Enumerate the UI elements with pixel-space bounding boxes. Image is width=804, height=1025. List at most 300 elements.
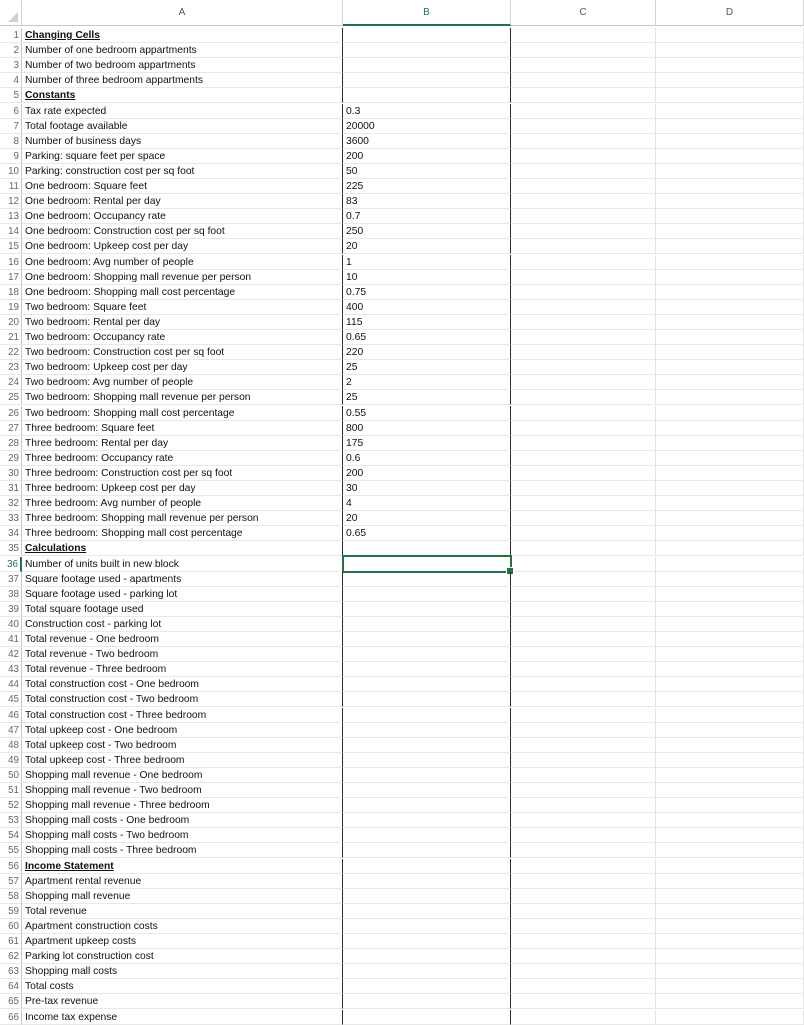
label-cell[interactable]: Parking: construction cost per sq foot — [22, 164, 343, 179]
label-cell[interactable]: Total upkeep cost - Three bedroom — [22, 753, 343, 768]
value-cell[interactable] — [343, 88, 511, 103]
empty-cell[interactable] — [656, 421, 804, 436]
row-number[interactable]: 45 — [0, 692, 22, 707]
empty-cell[interactable] — [511, 88, 656, 103]
empty-cell[interactable] — [511, 1010, 656, 1025]
row-number[interactable]: 64 — [0, 979, 22, 994]
empty-cell[interactable] — [656, 270, 804, 285]
empty-cell[interactable] — [656, 843, 804, 858]
empty-cell[interactable] — [656, 406, 804, 421]
row-number[interactable]: 66 — [0, 1010, 22, 1025]
empty-cell[interactable] — [656, 798, 804, 813]
column-header-b[interactable]: B — [343, 0, 511, 26]
value-cell[interactable] — [343, 859, 511, 874]
row-number[interactable]: 42 — [0, 647, 22, 662]
empty-cell[interactable] — [656, 390, 804, 405]
label-cell[interactable]: One bedroom: Construction cost per sq foot — [22, 224, 343, 239]
label-cell[interactable]: Number of units built in new block — [22, 557, 343, 572]
empty-cell[interactable] — [511, 949, 656, 964]
value-cell[interactable] — [343, 934, 511, 949]
empty-cell[interactable] — [511, 602, 656, 617]
value-cell[interactable] — [343, 708, 511, 723]
label-cell[interactable]: Total revenue - Two bedroom — [22, 647, 343, 662]
value-cell[interactable]: 50 — [343, 164, 511, 179]
row-number[interactable]: 35 — [0, 541, 22, 556]
value-cell[interactable]: 0.55 — [343, 406, 511, 421]
column-header-d[interactable]: D — [656, 0, 804, 26]
empty-cell[interactable] — [511, 919, 656, 934]
empty-cell[interactable] — [656, 783, 804, 798]
empty-cell[interactable] — [656, 285, 804, 300]
empty-cell[interactable] — [511, 285, 656, 300]
empty-cell[interactable] — [511, 979, 656, 994]
value-cell[interactable]: 0.6 — [343, 451, 511, 466]
value-cell[interactable]: 20000 — [343, 119, 511, 134]
row-number[interactable]: 37 — [0, 572, 22, 587]
empty-cell[interactable] — [656, 934, 804, 949]
label-cell[interactable]: Total footage available — [22, 119, 343, 134]
label-cell[interactable]: Shopping mall costs - One bedroom — [22, 813, 343, 828]
value-cell[interactable] — [343, 798, 511, 813]
empty-cell[interactable] — [511, 375, 656, 390]
empty-cell[interactable] — [511, 994, 656, 1009]
row-number[interactable]: 59 — [0, 904, 22, 919]
label-cell[interactable]: One bedroom: Shopping mall cost percentage — [22, 285, 343, 300]
value-cell[interactable] — [343, 677, 511, 692]
row-number[interactable]: 3 — [0, 58, 22, 73]
row-number[interactable]: 29 — [0, 451, 22, 466]
value-cell[interactable] — [343, 738, 511, 753]
value-cell[interactable]: 115 — [343, 315, 511, 330]
empty-cell[interactable] — [656, 904, 804, 919]
empty-cell[interactable] — [511, 557, 656, 572]
empty-cell[interactable] — [511, 300, 656, 315]
label-cell[interactable]: Shopping mall revenue - Two bedroom — [22, 783, 343, 798]
row-number[interactable]: 26 — [0, 406, 22, 421]
row-number[interactable]: 12 — [0, 194, 22, 209]
value-cell[interactable]: 175 — [343, 436, 511, 451]
label-cell[interactable]: Shopping mall revenue - Three bedroom — [22, 798, 343, 813]
value-cell[interactable] — [343, 904, 511, 919]
empty-cell[interactable] — [656, 617, 804, 632]
section-header-cell[interactable]: Constants — [22, 88, 343, 103]
empty-cell[interactable] — [511, 345, 656, 360]
empty-cell[interactable] — [656, 662, 804, 677]
section-header-cell[interactable]: Calculations — [22, 541, 343, 556]
value-cell[interactable] — [343, 964, 511, 979]
value-cell[interactable] — [343, 753, 511, 768]
empty-cell[interactable] — [656, 768, 804, 783]
row-number[interactable]: 56 — [0, 859, 22, 874]
value-cell[interactable] — [343, 768, 511, 783]
empty-cell[interactable] — [511, 526, 656, 541]
value-cell[interactable]: 10 — [343, 270, 511, 285]
empty-cell[interactable] — [656, 979, 804, 994]
empty-cell[interactable] — [656, 360, 804, 375]
row-number[interactable]: 11 — [0, 179, 22, 194]
row-number[interactable]: 18 — [0, 285, 22, 300]
row-number[interactable]: 31 — [0, 481, 22, 496]
empty-cell[interactable] — [511, 874, 656, 889]
row-number[interactable]: 27 — [0, 421, 22, 436]
row-number[interactable]: 65 — [0, 994, 22, 1009]
row-number[interactable]: 8 — [0, 134, 22, 149]
empty-cell[interactable] — [656, 436, 804, 451]
empty-cell[interactable] — [511, 421, 656, 436]
empty-cell[interactable] — [656, 88, 804, 103]
label-cell[interactable]: Total construction cost - Two bedroom — [22, 692, 343, 707]
row-number[interactable]: 23 — [0, 360, 22, 375]
section-header-cell[interactable]: Income Statement — [22, 859, 343, 874]
empty-cell[interactable] — [511, 119, 656, 134]
label-cell[interactable]: Square footage used - apartments — [22, 572, 343, 587]
label-cell[interactable]: Three bedroom: Construction cost per sq foot — [22, 466, 343, 481]
empty-cell[interactable] — [656, 572, 804, 587]
value-cell[interactable] — [343, 662, 511, 677]
row-number[interactable]: 21 — [0, 330, 22, 345]
column-header-a[interactable]: A — [22, 0, 343, 26]
label-cell[interactable]: Square footage used - parking lot — [22, 587, 343, 602]
empty-cell[interactable] — [511, 889, 656, 904]
empty-cell[interactable] — [511, 753, 656, 768]
value-cell[interactable] — [343, 979, 511, 994]
value-cell[interactable]: 3600 — [343, 134, 511, 149]
row-number[interactable]: 28 — [0, 436, 22, 451]
empty-cell[interactable] — [511, 708, 656, 723]
value-cell[interactable]: 250 — [343, 224, 511, 239]
label-cell[interactable]: One bedroom: Upkeep cost per day — [22, 239, 343, 254]
label-cell[interactable]: Three bedroom: Occupancy rate — [22, 451, 343, 466]
label-cell[interactable]: Two bedroom: Occupancy rate — [22, 330, 343, 345]
row-number[interactable]: 7 — [0, 119, 22, 134]
empty-cell[interactable] — [656, 723, 804, 738]
empty-cell[interactable] — [656, 526, 804, 541]
label-cell[interactable]: One bedroom: Square feet — [22, 179, 343, 194]
column-header-c[interactable]: C — [511, 0, 656, 26]
empty-cell[interactable] — [656, 300, 804, 315]
selected-cell-outline[interactable] — [342, 555, 512, 573]
empty-cell[interactable] — [511, 632, 656, 647]
empty-cell[interactable] — [511, 738, 656, 753]
label-cell[interactable]: Construction cost - parking lot — [22, 617, 343, 632]
label-cell[interactable]: Parking: square feet per space — [22, 149, 343, 164]
empty-cell[interactable] — [656, 134, 804, 149]
label-cell[interactable]: Total construction cost - Three bedroom — [22, 708, 343, 723]
label-cell[interactable]: One bedroom: Occupancy rate — [22, 209, 343, 224]
value-cell[interactable]: 0.65 — [343, 330, 511, 345]
value-cell[interactable]: 225 — [343, 179, 511, 194]
empty-cell[interactable] — [656, 466, 804, 481]
empty-cell[interactable] — [511, 390, 656, 405]
empty-cell[interactable] — [656, 73, 804, 88]
row-number[interactable]: 36 — [0, 557, 22, 572]
value-cell[interactable] — [343, 1010, 511, 1025]
value-cell[interactable] — [343, 28, 511, 43]
empty-cell[interactable] — [656, 708, 804, 723]
row-number[interactable]: 38 — [0, 587, 22, 602]
label-cell[interactable]: Three bedroom: Upkeep cost per day — [22, 481, 343, 496]
label-cell[interactable]: Total revenue — [22, 904, 343, 919]
row-number[interactable]: 5 — [0, 88, 22, 103]
row-number[interactable]: 32 — [0, 496, 22, 511]
value-cell[interactable]: 200 — [343, 149, 511, 164]
row-number[interactable]: 6 — [0, 104, 22, 119]
empty-cell[interactable] — [511, 164, 656, 179]
empty-cell[interactable] — [511, 587, 656, 602]
empty-cell[interactable] — [511, 43, 656, 58]
row-number[interactable]: 54 — [0, 828, 22, 843]
label-cell[interactable]: Total square footage used — [22, 602, 343, 617]
empty-cell[interactable] — [511, 179, 656, 194]
empty-cell[interactable] — [656, 828, 804, 843]
value-cell[interactable] — [343, 994, 511, 1009]
label-cell[interactable]: Two bedroom: Upkeep cost per day — [22, 360, 343, 375]
empty-cell[interactable] — [656, 1010, 804, 1025]
label-cell[interactable]: Two bedroom: Rental per day — [22, 315, 343, 330]
value-cell[interactable]: 25 — [343, 390, 511, 405]
empty-cell[interactable] — [656, 541, 804, 556]
empty-cell[interactable] — [656, 632, 804, 647]
empty-cell[interactable] — [656, 345, 804, 360]
value-cell[interactable] — [343, 58, 511, 73]
empty-cell[interactable] — [656, 859, 804, 874]
label-cell[interactable]: Shopping mall revenue — [22, 889, 343, 904]
row-number[interactable]: 47 — [0, 723, 22, 738]
value-cell[interactable] — [343, 723, 511, 738]
empty-cell[interactable] — [511, 828, 656, 843]
row-number[interactable]: 22 — [0, 345, 22, 360]
value-cell[interactable]: 0.7 — [343, 209, 511, 224]
empty-cell[interactable] — [656, 330, 804, 345]
value-cell[interactable]: 83 — [343, 194, 511, 209]
empty-cell[interactable] — [511, 843, 656, 858]
empty-cell[interactable] — [511, 617, 656, 632]
empty-cell[interactable] — [511, 255, 656, 270]
row-number[interactable]: 60 — [0, 919, 22, 934]
label-cell[interactable]: Number of one bedroom appartments — [22, 43, 343, 58]
label-cell[interactable]: Income tax expense — [22, 1010, 343, 1025]
empty-cell[interactable] — [656, 919, 804, 934]
empty-cell[interactable] — [511, 481, 656, 496]
label-cell[interactable]: Three bedroom: Shopping mall cost percentage — [22, 526, 343, 541]
row-number[interactable]: 15 — [0, 239, 22, 254]
row-number[interactable]: 57 — [0, 874, 22, 889]
value-cell[interactable] — [343, 73, 511, 88]
value-cell[interactable]: 800 — [343, 421, 511, 436]
empty-cell[interactable] — [656, 43, 804, 58]
label-cell[interactable]: Total revenue - Three bedroom — [22, 662, 343, 677]
empty-cell[interactable] — [511, 73, 656, 88]
row-number[interactable]: 4 — [0, 73, 22, 88]
empty-cell[interactable] — [511, 511, 656, 526]
empty-cell[interactable] — [511, 149, 656, 164]
label-cell[interactable]: Two bedroom: Square feet — [22, 300, 343, 315]
row-number[interactable]: 40 — [0, 617, 22, 632]
label-cell[interactable]: One bedroom: Rental per day — [22, 194, 343, 209]
label-cell[interactable]: Tax rate expected — [22, 104, 343, 119]
value-cell[interactable] — [343, 889, 511, 904]
empty-cell[interactable] — [656, 602, 804, 617]
row-number[interactable]: 55 — [0, 843, 22, 858]
empty-cell[interactable] — [656, 239, 804, 254]
row-number[interactable]: 17 — [0, 270, 22, 285]
empty-cell[interactable] — [656, 179, 804, 194]
empty-cell[interactable] — [656, 874, 804, 889]
empty-cell[interactable] — [511, 104, 656, 119]
value-cell[interactable] — [343, 843, 511, 858]
empty-cell[interactable] — [511, 723, 656, 738]
empty-cell[interactable] — [511, 28, 656, 43]
value-cell[interactable] — [343, 813, 511, 828]
value-cell[interactable]: 30 — [343, 481, 511, 496]
empty-cell[interactable] — [511, 451, 656, 466]
row-number[interactable]: 33 — [0, 511, 22, 526]
empty-cell[interactable] — [511, 662, 656, 677]
label-cell[interactable]: Number of two bedroom appartments — [22, 58, 343, 73]
empty-cell[interactable] — [656, 194, 804, 209]
row-number[interactable]: 20 — [0, 315, 22, 330]
label-cell[interactable]: Three bedroom: Shopping mall revenue per person — [22, 511, 343, 526]
empty-cell[interactable] — [656, 224, 804, 239]
label-cell[interactable]: Number of three bedroom appartments — [22, 73, 343, 88]
empty-cell[interactable] — [656, 104, 804, 119]
row-number[interactable]: 16 — [0, 255, 22, 270]
label-cell[interactable]: One bedroom: Avg number of people — [22, 255, 343, 270]
label-cell[interactable]: Three bedroom: Rental per day — [22, 436, 343, 451]
empty-cell[interactable] — [656, 315, 804, 330]
empty-cell[interactable] — [656, 647, 804, 662]
row-number[interactable]: 25 — [0, 390, 22, 405]
row-number[interactable]: 63 — [0, 964, 22, 979]
empty-cell[interactable] — [656, 375, 804, 390]
empty-cell[interactable] — [511, 330, 656, 345]
row-number[interactable]: 2 — [0, 43, 22, 58]
value-cell[interactable]: 400 — [343, 300, 511, 315]
row-number[interactable]: 14 — [0, 224, 22, 239]
empty-cell[interactable] — [511, 360, 656, 375]
empty-cell[interactable] — [511, 768, 656, 783]
empty-cell[interactable] — [656, 209, 804, 224]
empty-cell[interactable] — [656, 692, 804, 707]
row-number[interactable]: 48 — [0, 738, 22, 753]
empty-cell[interactable] — [511, 496, 656, 511]
empty-cell[interactable] — [656, 149, 804, 164]
label-cell[interactable]: Two bedroom: Shopping mall revenue per person — [22, 390, 343, 405]
label-cell[interactable]: Apartment upkeep costs — [22, 934, 343, 949]
value-cell[interactable] — [343, 43, 511, 58]
row-number[interactable]: 51 — [0, 783, 22, 798]
value-cell[interactable]: 20 — [343, 511, 511, 526]
empty-cell[interactable] — [656, 496, 804, 511]
row-number[interactable]: 62 — [0, 949, 22, 964]
section-header-cell[interactable]: Changing Cells — [22, 28, 343, 43]
label-cell[interactable]: Two bedroom: Shopping mall cost percentage — [22, 406, 343, 421]
empty-cell[interactable] — [656, 738, 804, 753]
value-cell[interactable]: 0.65 — [343, 526, 511, 541]
value-cell[interactable]: 4 — [343, 496, 511, 511]
label-cell[interactable]: Shopping mall costs - Two bedroom — [22, 828, 343, 843]
empty-cell[interactable] — [656, 994, 804, 1009]
label-cell[interactable]: Two bedroom: Construction cost per sq foot — [22, 345, 343, 360]
row-number[interactable]: 39 — [0, 602, 22, 617]
row-number[interactable]: 50 — [0, 768, 22, 783]
label-cell[interactable]: Parking lot construction cost — [22, 949, 343, 964]
empty-cell[interactable] — [511, 209, 656, 224]
empty-cell[interactable] — [511, 783, 656, 798]
empty-cell[interactable] — [511, 315, 656, 330]
label-cell[interactable]: Total upkeep cost - Two bedroom — [22, 738, 343, 753]
empty-cell[interactable] — [511, 647, 656, 662]
row-number[interactable]: 34 — [0, 526, 22, 541]
empty-cell[interactable] — [511, 813, 656, 828]
label-cell[interactable]: Total costs — [22, 979, 343, 994]
value-cell[interactable]: 1 — [343, 255, 511, 270]
empty-cell[interactable] — [656, 677, 804, 692]
empty-cell[interactable] — [511, 964, 656, 979]
label-cell[interactable]: Three bedroom: Avg number of people — [22, 496, 343, 511]
label-cell[interactable]: One bedroom: Shopping mall revenue per person — [22, 270, 343, 285]
row-number[interactable]: 43 — [0, 662, 22, 677]
empty-cell[interactable] — [656, 753, 804, 768]
value-cell[interactable] — [343, 587, 511, 602]
row-number[interactable]: 58 — [0, 889, 22, 904]
value-cell[interactable]: 2 — [343, 375, 511, 390]
empty-cell[interactable] — [511, 572, 656, 587]
label-cell[interactable]: Shopping mall revenue - One bedroom — [22, 768, 343, 783]
value-cell[interactable]: 0.3 — [343, 104, 511, 119]
empty-cell[interactable] — [511, 134, 656, 149]
label-cell[interactable]: Apartment construction costs — [22, 919, 343, 934]
label-cell[interactable]: Shopping mall costs — [22, 964, 343, 979]
value-cell[interactable] — [343, 949, 511, 964]
value-cell[interactable] — [343, 919, 511, 934]
row-number[interactable]: 53 — [0, 813, 22, 828]
empty-cell[interactable] — [656, 813, 804, 828]
row-number[interactable]: 13 — [0, 209, 22, 224]
label-cell[interactable]: Total construction cost - One bedroom — [22, 677, 343, 692]
row-number[interactable]: 41 — [0, 632, 22, 647]
empty-cell[interactable] — [511, 436, 656, 451]
empty-cell[interactable] — [511, 406, 656, 421]
row-number[interactable]: 1 — [0, 28, 22, 43]
value-cell[interactable] — [343, 692, 511, 707]
label-cell[interactable]: Total upkeep cost - One bedroom — [22, 723, 343, 738]
value-cell[interactable] — [343, 647, 511, 662]
value-cell[interactable]: 220 — [343, 345, 511, 360]
empty-cell[interactable] — [656, 255, 804, 270]
empty-cell[interactable] — [511, 798, 656, 813]
label-cell[interactable]: Pre-tax revenue — [22, 994, 343, 1009]
empty-cell[interactable] — [511, 934, 656, 949]
empty-cell[interactable] — [656, 28, 804, 43]
value-cell[interactable] — [343, 617, 511, 632]
empty-cell[interactable] — [656, 511, 804, 526]
row-number[interactable]: 44 — [0, 677, 22, 692]
empty-cell[interactable] — [656, 481, 804, 496]
label-cell[interactable]: Number of business days — [22, 134, 343, 149]
row-number[interactable]: 52 — [0, 798, 22, 813]
row-number[interactable]: 49 — [0, 753, 22, 768]
value-cell[interactable] — [343, 632, 511, 647]
value-cell[interactable] — [343, 602, 511, 617]
select-all-corner[interactable] — [0, 0, 22, 26]
empty-cell[interactable] — [511, 58, 656, 73]
empty-cell[interactable] — [656, 557, 804, 572]
label-cell[interactable]: Two bedroom: Avg number of people — [22, 375, 343, 390]
empty-cell[interactable] — [656, 164, 804, 179]
empty-cell[interactable] — [511, 194, 656, 209]
label-cell[interactable]: Three bedroom: Square feet — [22, 421, 343, 436]
